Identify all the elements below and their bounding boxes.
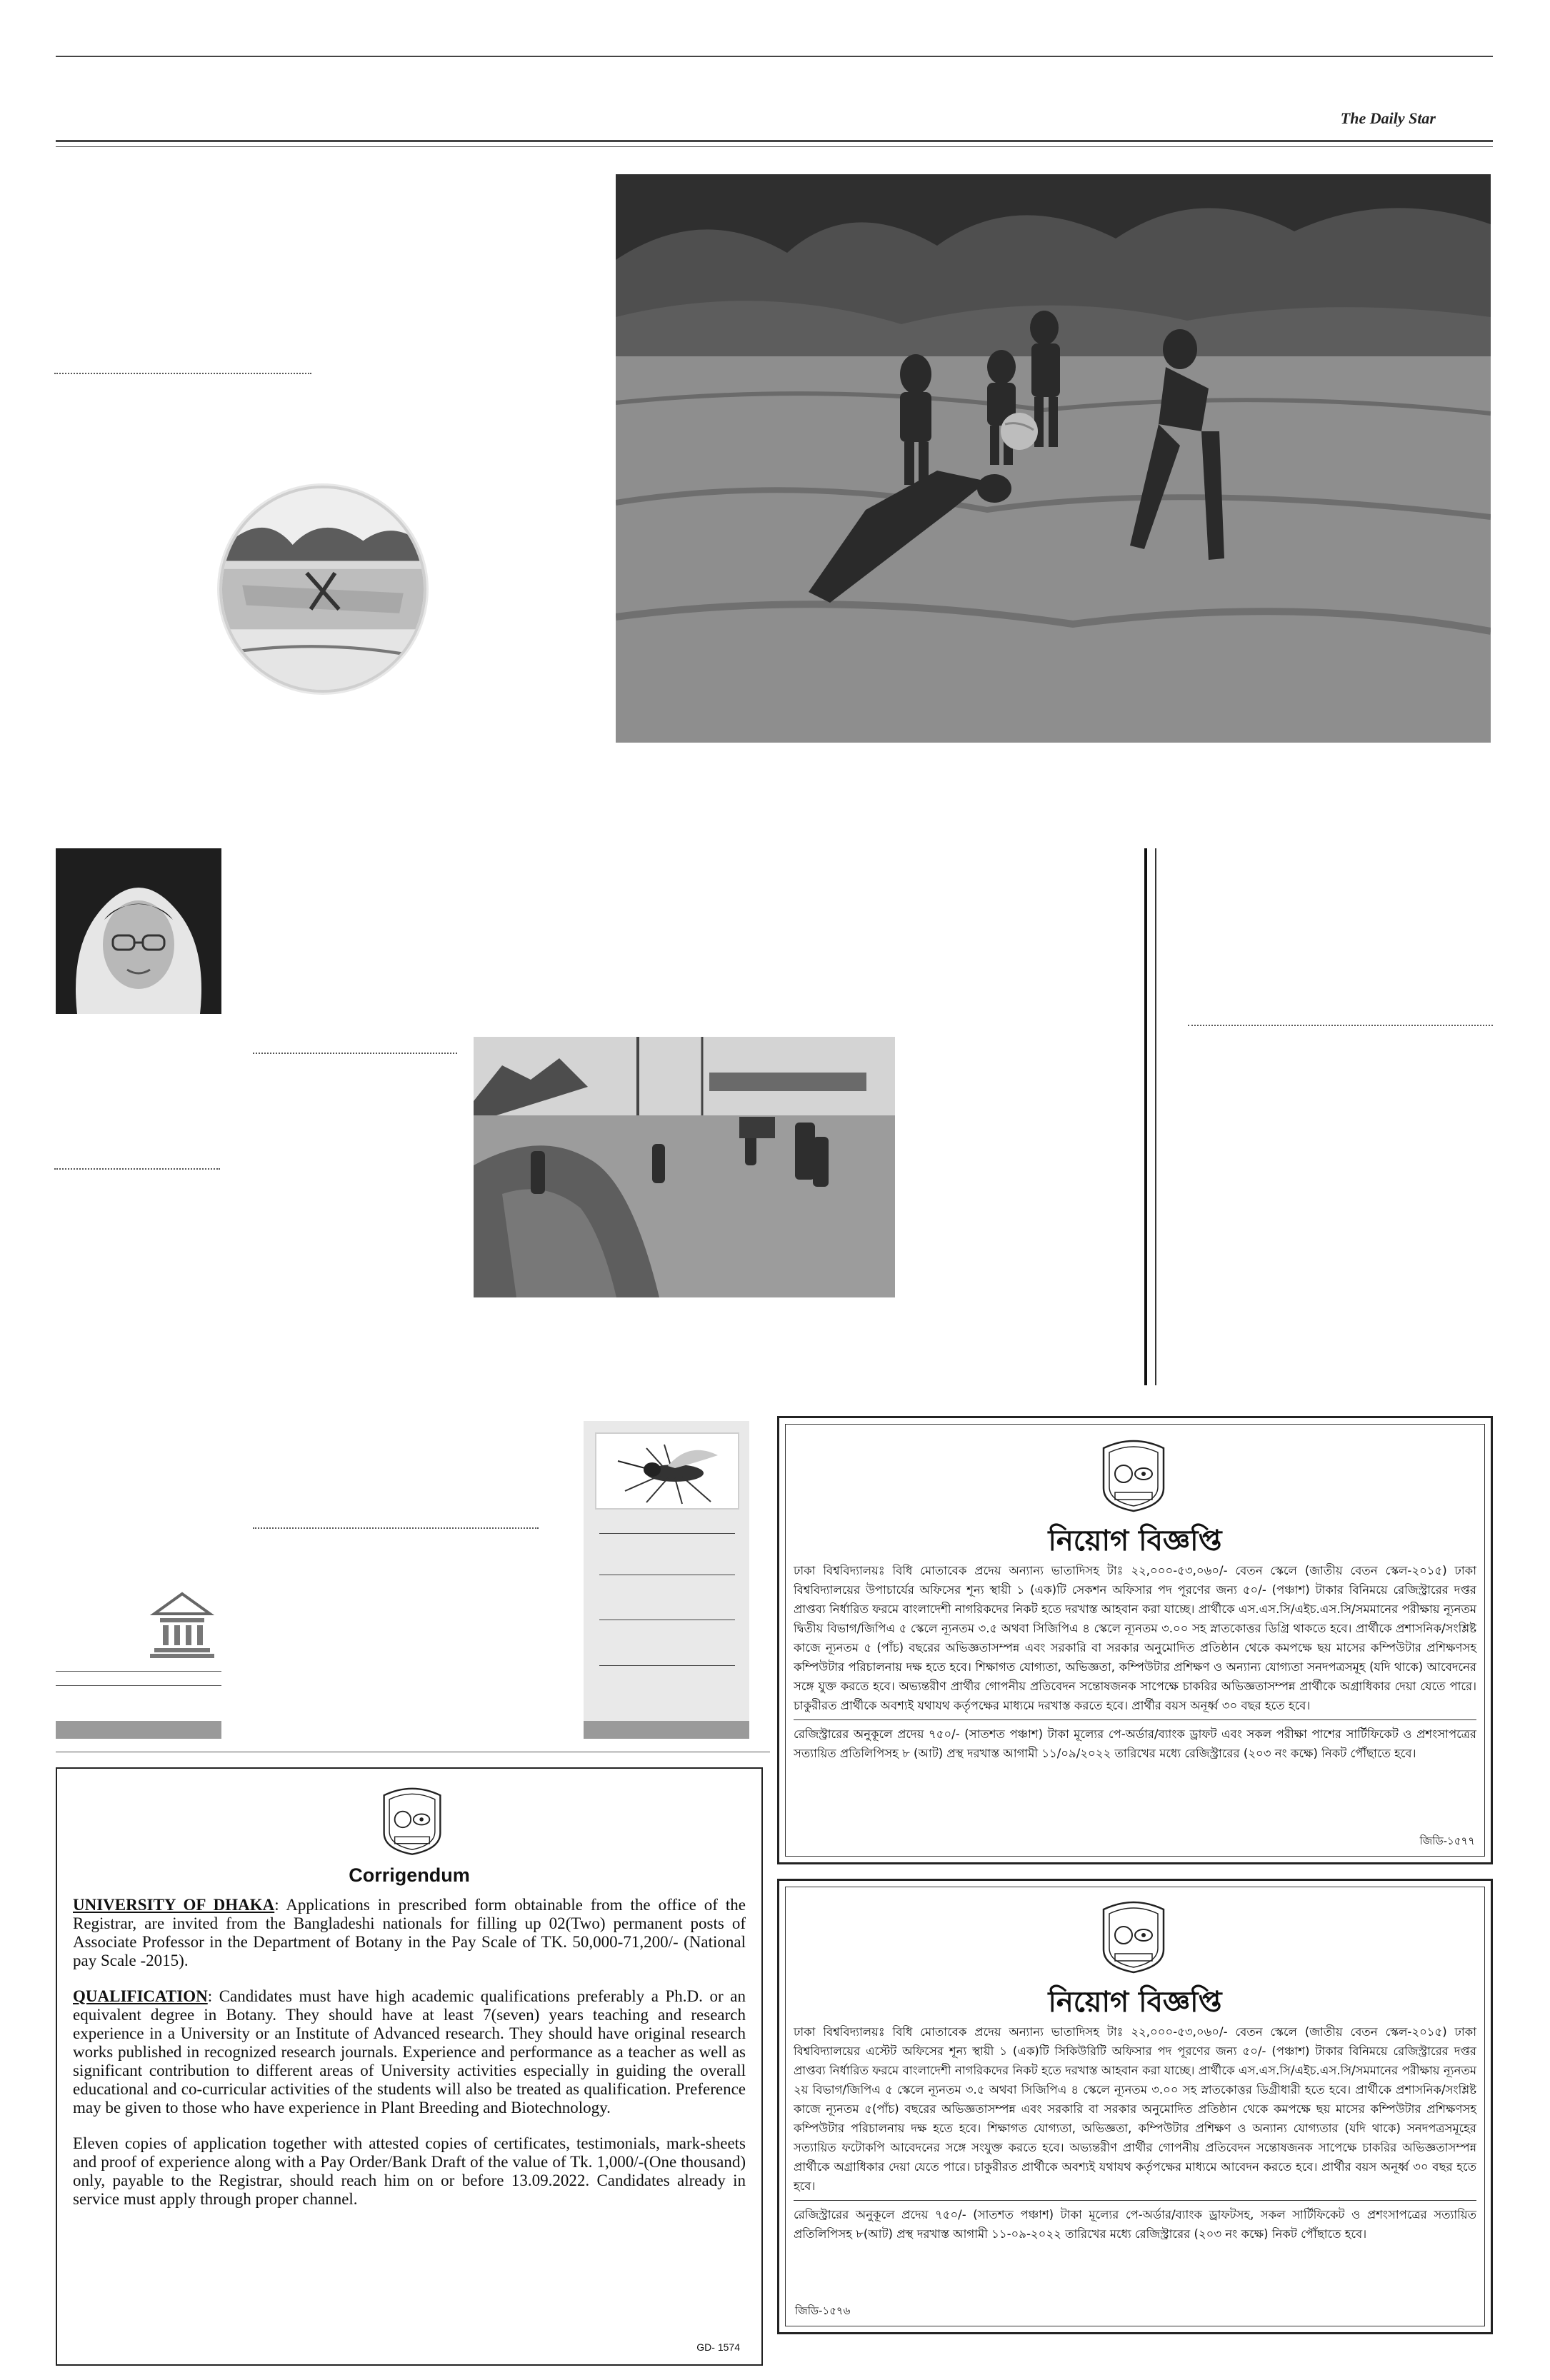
masthead-brand: The Daily Star	[1340, 109, 1436, 127]
corrigendum-paragraph-2	[73, 1987, 746, 2117]
building-icon	[144, 1591, 220, 1660]
corrigendum-lead: QUALIFICATION	[73, 1987, 208, 2005]
ad-body	[794, 1561, 1476, 1766]
column-divider	[1188, 1025, 1493, 1026]
ad-body	[794, 2022, 1476, 2246]
corrigendum-title: Corrigendum	[349, 1864, 470, 1886]
left-box-line	[56, 1671, 221, 1672]
ad-divider	[794, 2200, 1476, 2201]
corrigendum-paragraph-1	[73, 1896, 746, 1970]
garbage-street-photo	[474, 1037, 895, 1297]
top-rule	[56, 56, 1493, 57]
inset-photo-circle	[219, 486, 426, 693]
ad-ref-code: জিডি-১৫৭৭	[1419, 1834, 1475, 1847]
ad-paragraph-1: ঢাকা বিশ্ববিদ্যালয়ঃ বিধি মোতাবেক প্রদেয় অন্যান্য ভাতাদিসহ টাঃ ২২,০০০-৫৩,০৬০/- বেতন স্কেলে (জাতীয় বেতন স্কেল-২০১৫) ঢাকা বিশ্ববিদ্যালয়ের উপাচার্যের অফিসের শূন্য স্থায়ী ১ (এক)টি সেকশন অফিসার পদ পূরণের জন্য ৫০/- (পঞ্চাশ) টাকার বিনিময়ে রেজিস্ট্রারের দপ্তর প্রাপ্তব্য নির্ধারিত ফরমে বাংলাদেশী নাগরিকদের নিকট হতে দরখাস্ত আহবান করা যাচ্ছে। প্রার্থীকে এস.এস.সি/এইচ.এস.সি/সমমানের পরীক্ষায় ন্যূনতম দ্বিতীয় বিভাগ/জিপিএ ৫ স্কেলে ন্যূনতম ৩.৫ অথবা সিজিপিএ ৪ স্কেলে ন্যূনতম ৩.০০ সহ স্নাতকোত্তর ডিগ্রি থাকতে হবে। প্রার্থীকে প্রশাসনিক/সংশ্লিষ্ট কাজে ন্যূনতম ৫ (পাঁচ) বছরের অভিজ্ঞতাসম্পন্ন এবং সরকারি বা সরকার অনুমোদিত প্রতিষ্ঠান থেকে কমপক্ষে ছয় মাসের কম্পিউটার প্রশিক্ষণসহ কম্পিউটার পরিচালনায় দক্ষ হতে হবে। শিক্ষাগত যোগ্যতা, অভিজ্ঞতা, কম্পিউটার প্রশিক্ষণ ও অন্যান্য যোগ্যতা সনদপত্রসমূহ (যদি থাকে) আবেদনের সঙ্গে যুক্ত করতে হবে। অভ্যন্তরীণ প্রার্থীর গোপনীয় প্রতিবেদন সন্তোষজনক সাপেক্ষে চাকরির অভিজ্ঞতাসম্পন্ন প্রার্থীকে অগ্রাধিকার দেয়া যেতে পারে। চাকুরীরত প্রার্থীকে অবশ্যই যথাযথ কর্তৃপক্ষের মাধ্যমে দরখাস্ত করতে হবে। প্রার্থীর বয়স অনূর্ধ্ব ৩০ বছর হতে হবে।	[794, 1564, 1476, 1712]
sidebar-box-mosquito	[584, 1421, 749, 1739]
mosquito-image-frame	[595, 1432, 739, 1510]
corrigendum-lead: UNIVERSITY OF DHAKA	[73, 1896, 275, 1914]
column-divider	[54, 373, 311, 374]
column-divider	[253, 1053, 457, 1054]
column-divider	[54, 1168, 220, 1170]
left-bottom-bar	[56, 1721, 221, 1739]
left-box-line	[56, 1685, 221, 1686]
corrigendum-text: : Applications in prescribed form obtainable from the office of the Registrar, are invited from the Bangladeshi nationals for filling up 02(Two) permanent posts of Associate Professor in the Department of Botany in the Pay Scale of TK. 50,000-71,200/- (National pay Scale -2015).	[73, 1896, 746, 1969]
university-seal-icon	[380, 1782, 444, 1856]
ad-paragraph-2: রেজিস্ট্রারের অনুকূলে প্রদেয় ৭৫০/- (সাতশত পঞ্চাশ) টাকা মূল্যের পে-অর্ডার/ব্যাংক ড্রাফট এবং সকল পরীক্ষা পাশের সার্টিফিকেট ও প্রশংসাপত্রের সত্যায়িত প্রতিলিপিসহ ৮ (আট) প্রস্থ দরখাস্ত আগামী ১১/০৯/২০২২ তারিখের মধ্যে রেজিস্ট্রারের (২০৩ নং কক্ষে) নিকট পৌঁছাতে হবে।	[794, 1727, 1476, 1760]
ad-paragraph-2: রেজিস্ট্রারের অনুকূলে প্রদেয় ৭৫০/- (সাতশত পঞ্চাশ) টাকা মূল্যের পে-অর্ডার/ব্যাংক ড্রাফটসহ, সকল সার্টিফিকেট ও প্রশংসাপত্রের সত্যায়িত প্রতিলিপিসহ ৮(আট) প্রস্থ দরখাস্ত আগামী ১১-০৯-২০২২ তারিখের মধ্যে রেজিস্ট্রারের (২০৩ নং কক্ষে) নিকট পৌঁছাতে হবে।	[794, 2208, 1476, 2241]
sidebar-bottom-bar	[584, 1721, 749, 1739]
ad-paragraph-1: ঢাকা বিশ্ববিদ্যালয়ঃ বিধি মোতাবেক প্রদেয় অন্যান্য ভাতাদিসহ টাঃ ২২,০০০-৫৩,০৬০/- বেতন স্কেলে (জাতীয় বেতন স্কেল-২০১৫) ঢাকা বিশ্ববিদ্যালয়ের এস্টেট অফিসের শূন্য স্থায়ী ১ (এক)টি সিকিউরিটি অফিসার পদ পূরণের জন্য ৫০/- (পঞ্চাশ) টাকার বিনিময়ে রেজিস্ট্রারের দপ্তর প্রাপ্তব্য নির্ধারিত ফরমে বাংলাদেশী নাগরিকদের নিকট হতে দরখাস্ত আহবান করা যাচ্ছে। প্রার্থীকে এস.এস.সি/এইচ.এস.সি/সমমানের পরীক্ষায় ন্যূনতম ২য় বিভাগ/জিপিএ ৫ স্কেলে ন্যূনতম ৩.৫ অথবা সিজিপিএ ৪ স্কেলে ন্যূনতম ৩.০০ সহ স্নাতকোত্তর ডিগ্রীধারী হতে হবে। প্রার্থীকে প্রশাসনিক/সংশ্লিষ্ট কাজে ন্যূনতম ৫(পাঁচ) বছরের অভিজ্ঞতাসম্পন্ন এবং সরকারি বা সরকার অনুমোদিত প্রতিষ্ঠান থেকে কমপক্ষে ছয় মাসের কম্পিউটার প্রশিক্ষণসহ কম্পিউটার পরিচালনায় দক্ষ হতে হবে। শিক্ষাগত যোগ্যতা, অভিজ্ঞতা, কম্পিউটার প্রশিক্ষণ ও অন্যান্য যোগ্যতার (যদি থাকে) সনদপত্রসমূহের সত্যায়িত ফটোকপি আবেদনের সঙ্গে সংযুক্ত করতে হবে। অভ্যন্তরীণ প্রার্থীর গোপনীয় প্রতিবেদন সন্তোষজনক সাপেক্ষে চাকরির অভিজ্ঞতাসম্পন্ন প্রার্থীকে অগ্রাধিকার দেয়া যেতে পারে। চাকুরীরত প্রার্থীকে অবশ্যই যথাযথ কর্তৃপক্ষের মাধ্যমে আবেদন করতে হবে। প্রার্থীর বয়স অনূর্ধ্ব ৩০ বছর হতে হবে।	[794, 2025, 1476, 2193]
corrigendum-ad	[56, 1767, 763, 2366]
column-divider	[253, 1527, 539, 1529]
ad-divider	[794, 1719, 1476, 1720]
sidebar-line	[599, 1665, 735, 1666]
university-seal-icon	[1099, 1895, 1168, 1974]
vertical-rule-right-thin	[1155, 848, 1156, 1385]
ad-title: নিয়োগ বিজ্ঞপ্তি	[1048, 1524, 1222, 1557]
portrait-photo	[56, 848, 221, 1014]
ad-ref-code: জিডি-১৫৭৬	[795, 2304, 851, 2317]
recruitment-ad-security-officer	[777, 1879, 1493, 2334]
vertical-rule-right	[1144, 848, 1147, 1385]
corrigendum-text: : Candidates must have high academic qualifications preferably a Ph.D. or an equivalent degree in Botany. They should have at least 7(seven) years teaching and research experience in a University or an Institute of Advanced research. They should have original research works published in recognized research journals. Experience and performance as a teacher as well as significant contribution to different areas of University activities especially in guiding the overall educational and co-curricular activities of the students will also be treated as qualification. Preference may be given to those who have experience in Plant Breeding and Biotechnology.	[73, 1987, 746, 2117]
ad-title: নিয়োগ বিজ্ঞপ্তি	[1048, 1985, 1222, 2019]
recruitment-ad-section-officer	[777, 1416, 1493, 1864]
corrigendum-ref-code: GD- 1574	[696, 2341, 740, 2353]
header-double-rule-1	[56, 140, 1493, 142]
header-double-rule-2	[56, 146, 1493, 147]
corrigendum-paragraph-3: Eleven copies of application together with attested copies of certificates, testimonials, mark-sheets and proof of experience along with a Pay Order/Bank Draft of the value of Tk. 1,000/-(One thousand) only, payable to the Registrar, should reach him on or before 13.09.2022. Candidates already in service must apply through proper channel.	[73, 2134, 746, 2208]
sidebar-line	[599, 1533, 735, 1534]
university-seal-icon	[1099, 1434, 1168, 1512]
main-photo-football-in-mud	[616, 174, 1491, 743]
corrigendum-body	[73, 1896, 746, 2226]
